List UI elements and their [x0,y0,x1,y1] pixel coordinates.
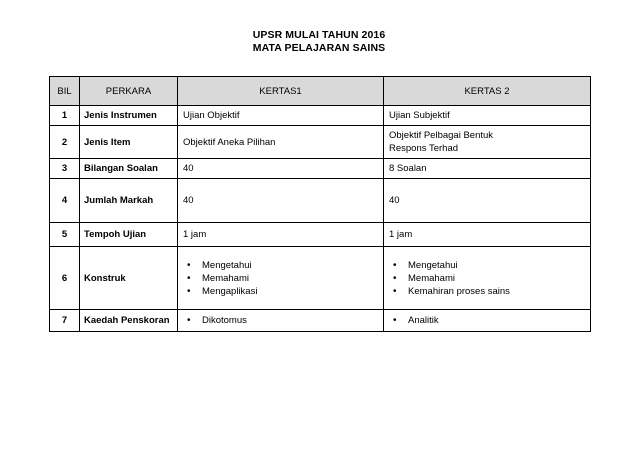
bullet-list [389,314,585,327]
bullet-list [183,259,378,298]
table-row [50,126,591,159]
row-item: Tempoh Ujian [80,223,178,247]
bullet-list [389,259,585,298]
kertas1-value: Objektif Aneka Pilihan [178,126,384,159]
kertas1-value: 40 [178,179,384,223]
table-row [50,106,591,126]
header-kertas1: KERTAS1 [178,77,384,106]
table-row [50,159,591,179]
kertas1-value [178,247,384,310]
kertas2-value: 40 [384,179,591,223]
bullet-item: • Memahami [183,272,378,285]
kertas2-value [384,247,591,310]
bullet-item: • Kemahiran proses sains [389,285,585,298]
header-bil: BIL [50,77,80,106]
row-item: Jenis Instrumen [80,106,178,126]
table-row [50,223,591,247]
bullet-list [183,314,378,327]
row-item: Jumlah Markah [80,179,178,223]
row-number: 1 [50,106,80,126]
bullet-item: • Dikotomus [183,314,378,327]
kertas1-value [178,310,384,332]
row-number: 6 [50,247,80,310]
bullet-item: • Mengetahui [183,259,378,272]
document-title: UPSR MULAI TAHUN 2016 [252,29,386,41]
kertas2-value: Ujian Subjektif [384,106,591,126]
kertas2-line: Respons Terhad [389,143,459,154]
kertas1-value: Ujian Objektif [178,106,384,126]
row-number: 2 [50,126,80,159]
table-row [50,179,591,223]
bullet-item: • Memahami [389,272,585,285]
row-item: Konstruk [80,247,178,310]
kertas1-value: 1 jam [178,223,384,247]
kertas2-line: Objektif Pelbagai Bentuk [389,130,494,141]
kertas1-value: 40 [178,159,384,179]
table-row [50,310,591,332]
table-header-row [50,77,591,106]
bullet-item: • Mengaplikasi [183,285,378,298]
row-item: Kaedah Penskoran [80,310,178,332]
document-subtitle: MATA PELAJARAN SAINS [252,42,386,54]
bullet-item: • Mengetahui [389,259,585,272]
bullet-item: • Analitik [389,314,585,327]
kertas2-value [384,310,591,332]
exam-format-table [49,76,591,332]
header-perkara: PERKARA [80,77,178,106]
kertas2-value: 8 Soalan [384,159,591,179]
kertas2-value: 1 jam [384,223,591,247]
row-item: Bilangan Soalan [80,159,178,179]
header-kertas2: KERTAS 2 [384,77,591,106]
row-number: 4 [50,179,80,223]
row-number: 7 [50,310,80,332]
row-item: Jenis Item [80,126,178,159]
row-number: 5 [50,223,80,247]
row-number: 3 [50,159,80,179]
table-row [50,247,591,310]
kertas2-value [384,126,591,159]
